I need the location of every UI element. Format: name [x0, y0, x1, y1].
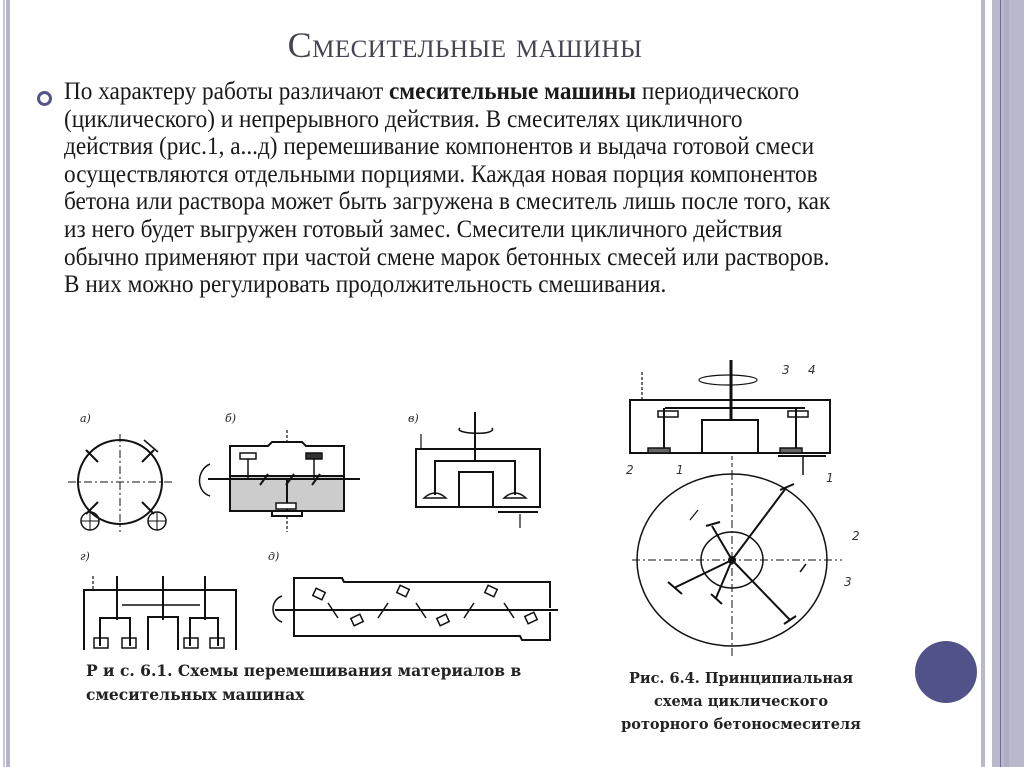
- bold-term: смесительные машины: [388, 78, 637, 105]
- callout-numbers: [626, 363, 860, 589]
- text-after-bold: периодического (циклического) и непрерывного действия. В смесителях цикличного действия (рис.1, а...д) перемешивание компонентов и выдача готовой смеси осуществляются отдельными порциями. Каждая новая порция компонентов бетона или раствора может быть загружена в смеситель лишь после того, как из него будет выгружен готовый замес. Смесители цикличного действия обычно применяют при частой смене марок бетонных смесей или растворов. В них можно регулировать продолжительность смешивания.: [64, 78, 831, 299]
- drum-diagram: [68, 434, 172, 532]
- figure2-caption-line2: схема циклического: [653, 693, 829, 710]
- right-stripe-shade: [1004, 0, 1009, 767]
- figure1-caption-line2: смесительных машинах: [86, 685, 305, 704]
- bullet-paragraph: [64, 78, 836, 299]
- panel-label-b: б): [225, 412, 237, 425]
- panel-label-v: в): [408, 412, 419, 425]
- panel-label-d: д): [268, 550, 280, 563]
- figure2-caption-line3: роторного бетоносмесителя: [621, 716, 861, 733]
- svg-text:3: 3: [782, 363, 790, 377]
- continuous-mixer-diagram: [273, 578, 558, 640]
- svg-text:3: 3: [844, 575, 852, 589]
- mixer-section-view: [630, 360, 830, 475]
- right-stripe-1: [981, 0, 985, 767]
- figure1-caption: [86, 659, 526, 707]
- left-stripe-2: [6, 0, 10, 767]
- left-stripe-1: [3, 0, 5, 767]
- right-stripe-dark: [1000, 0, 1001, 767]
- twin-shaft-diagram: [200, 430, 361, 532]
- text-before-bold: По характеру работы различают: [64, 78, 389, 105]
- figure1-caption-line1: Р и с. 6.1. Схемы перемешивания материалов в: [86, 661, 522, 680]
- mixer-plan-view: [632, 472, 842, 658]
- svg-text:1: 1: [676, 463, 684, 477]
- figure-mixing-schemes: [60, 400, 580, 660]
- svg-text:1: 1: [826, 471, 834, 485]
- slide-title: Смесительные машины: [287, 25, 643, 65]
- bullet-icon: [37, 91, 52, 106]
- multi-rotor-diagram: [84, 576, 236, 650]
- panel-label-a: а): [80, 412, 91, 425]
- figure-rotor-mixer: [610, 360, 860, 665]
- svg-text:4: 4: [808, 363, 816, 377]
- decorative-circle: [915, 641, 977, 703]
- panel-label-g: г): [80, 550, 90, 563]
- svg-text:2: 2: [852, 529, 860, 543]
- figure2-caption: [606, 667, 876, 736]
- planetary-diagram: [416, 412, 540, 528]
- figure2-caption-line1: Рис. 6.4. Принципиальная: [628, 670, 854, 687]
- svg-text:2: 2: [626, 463, 634, 477]
